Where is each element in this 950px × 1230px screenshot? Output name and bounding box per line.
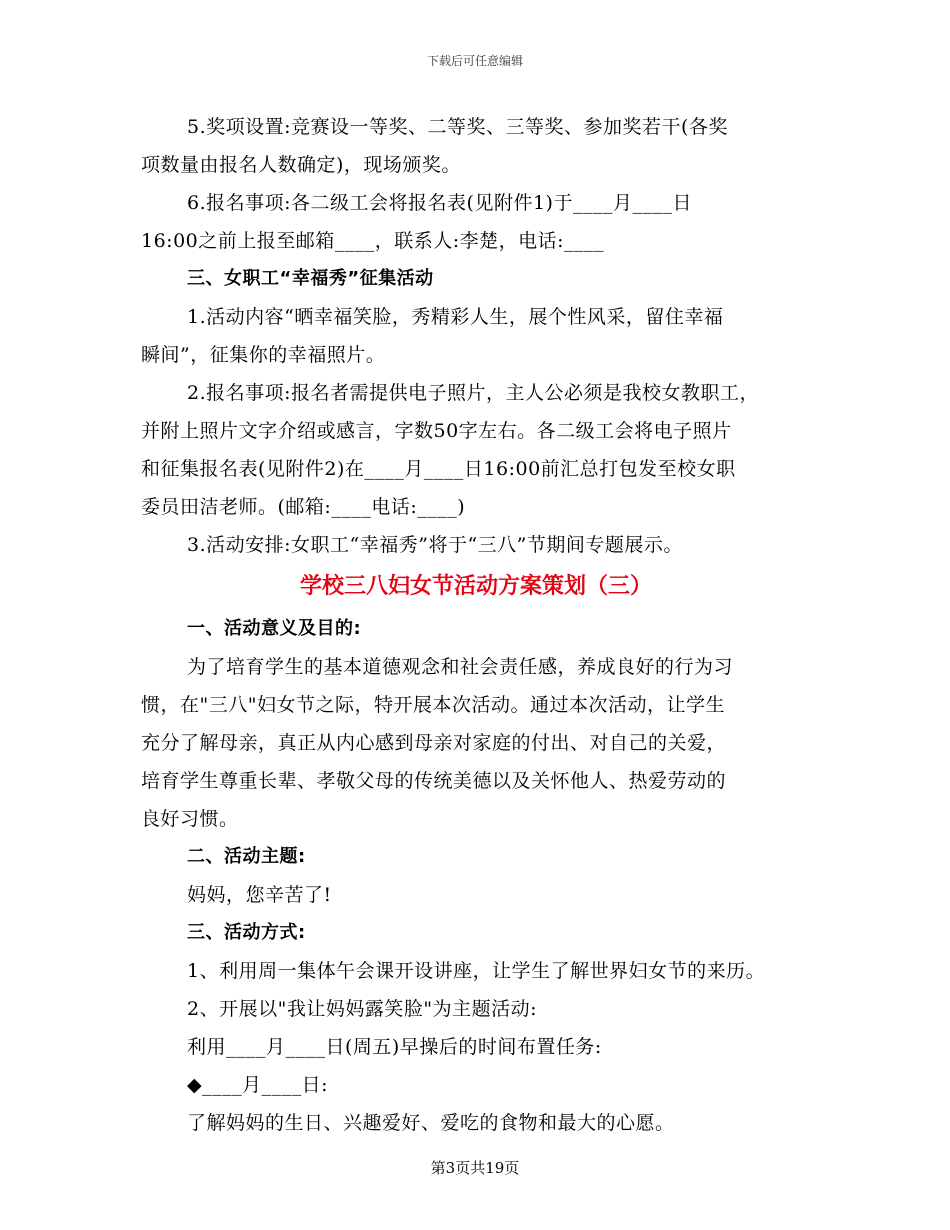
section-heading: 三、活动方式:: [187, 922, 306, 943]
paragraph-line: 2、开展以"我让妈妈露笑脸"为主题活动:: [187, 998, 537, 1020]
paragraph-line: 1.活动内容“晒幸福笑脸，秀精彩人生，展个性风采，留住幸福: [187, 306, 724, 328]
paragraph-line: 1、利用周一集体午会课开设讲座，让学生了解世界妇女节的来历。: [187, 960, 766, 982]
paragraph-line: 为了培育学生的基本道德观念和社会责任感，养成良好的行为习: [187, 656, 734, 678]
section-heading: 一、活动意义及目的:: [187, 618, 362, 639]
document-body: [141, 108, 831, 1142]
paragraph-line: 了解妈妈的生日、兴趣爱好、爱吃的食物和最大的心愿。: [187, 1112, 675, 1134]
section-heading: 三、女职工“幸福秀”征集活动: [187, 268, 434, 289]
paragraph-line: 5.奖项设置:竞赛设一等奖、二等奖、三等奖、参加奖若干(各奖: [187, 116, 728, 138]
paragraph-line: 6.报名事项:各二级工会将报名表(见附件1)于____月____日: [187, 192, 692, 214]
paragraph-line: 并附上照片文字介绍或感言，字数50字左右。各二级工会将电子照片: [141, 420, 732, 442]
document-title: 学校三八妇女节活动方案策划（三）: [299, 574, 652, 599]
paragraph-line: 良好习惯。: [141, 808, 239, 830]
paragraph-line: 3.活动安排:女职工“幸福秀”将于“三八”节期间专题展示。: [187, 534, 683, 556]
paragraph-line: 瞬间”，征集你的幸福照片。: [141, 344, 386, 366]
paragraph-line: 2.报名事项:报名者需提供电子照片，主人公必须是我校女教职工，: [187, 382, 760, 404]
paragraph-line: 委员田洁老师。(邮箱:____电话:____): [141, 496, 466, 518]
paragraph-line: 和征集报名表(见附件2)在____月____日16:00前汇总打包发至校女职: [141, 458, 736, 480]
section-heading: 二、活动主题:: [187, 846, 306, 867]
paragraph-line: 惯，在"三八"妇女节之际，特开展本次活动。通过本次活动，让学生: [141, 694, 725, 716]
paragraph-line: 妈妈，您辛苦了!: [187, 884, 332, 906]
page-header: 下载后可任意编辑: [426, 54, 523, 68]
paragraph-line: 项数量由报名人数确定)，现场颁奖。: [141, 154, 461, 176]
paragraph-line: 培育学生尊重长辈、孝敬父母的传统美德以及关怀他人、热爱劳动的: [141, 770, 727, 792]
paragraph-line: 充分了解母亲，真正从内心感到母亲对家庭的付出、对自己的关爱，: [141, 732, 727, 754]
paragraph-line: ◆____月____日:: [187, 1074, 329, 1096]
paragraph-line: 利用____月____日(周五)早操后的时间布置任务:: [187, 1036, 602, 1058]
page-footer: 第3页共19页: [430, 1159, 520, 1177]
paragraph-line: 16:00之前上报至邮箱____，联系人:李楚，电话:____: [141, 230, 605, 252]
